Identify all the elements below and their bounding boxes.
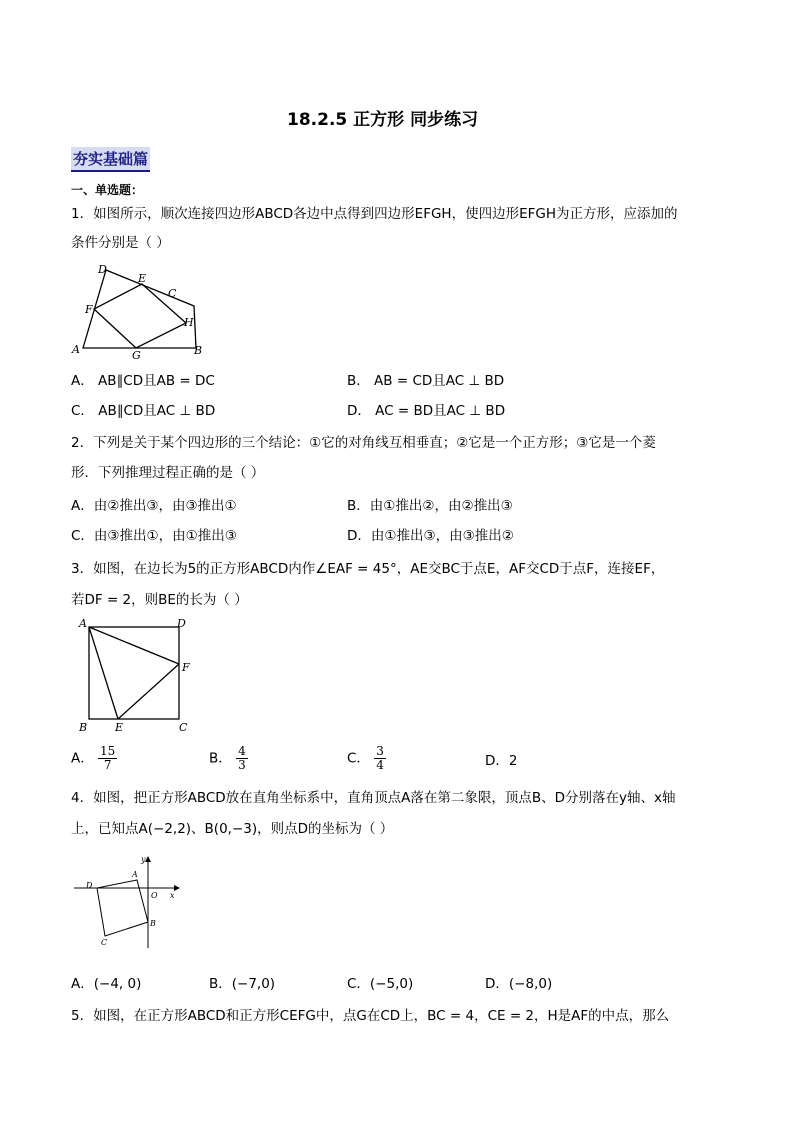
q4-option-d[interactable]: D．(−8,0) bbox=[485, 976, 553, 992]
q2-option-b[interactable]: B．由①推出②，由②推出③ bbox=[347, 498, 513, 514]
q2-option-c[interactable]: C．由③推出①，由①推出③ bbox=[71, 528, 237, 544]
q2-option-a[interactable]: A．由②推出③，由③推出① bbox=[71, 498, 237, 514]
q4-label-a: A bbox=[132, 870, 138, 879]
q3-option-c-label: C． bbox=[347, 750, 370, 767]
q4-label-c: C bbox=[101, 938, 108, 947]
q4-option-a[interactable]: A．(−4, 0) bbox=[71, 976, 142, 992]
q1-label-e: E bbox=[138, 272, 147, 285]
q3-text-line2: 若DF = 2，则BE的长为（ ） bbox=[71, 592, 248, 608]
q3-segment-ef bbox=[118, 664, 179, 719]
q4-label-d: D bbox=[86, 881, 93, 890]
q4-y-arrow bbox=[145, 856, 151, 862]
q3-option-c[interactable] bbox=[347, 745, 386, 772]
q3-option-b[interactable] bbox=[209, 745, 248, 772]
section-heading: 一、单选题： bbox=[71, 183, 144, 197]
q1-label-b: B bbox=[194, 344, 203, 357]
q1-text-line1: 1．如图所示，顺次连接四边形ABCD各边中点得到四边形EFGH，使四边形EFGH为正方形，应添加的 bbox=[71, 206, 678, 222]
q4-option-b[interactable]: B．(−7,0) bbox=[209, 976, 276, 992]
q3-segment-ae bbox=[89, 627, 118, 719]
q4-text-line1: 4．如图，把正方形ABCD放在直角坐标系中，直角顶点A落在第二象限，顶点B、D分别落在y轴、x轴 bbox=[71, 790, 676, 806]
q1-option-b[interactable]: B． AB = CD且AC ⊥ BD bbox=[347, 373, 505, 389]
q4-option-c[interactable]: C．(−5,0) bbox=[347, 976, 414, 992]
q3-option-d[interactable]: D．2 bbox=[485, 753, 518, 769]
q3-option-a-label: A． bbox=[71, 750, 94, 767]
q3-text-line1: 3．如图，在边长为5的正方形ABCD内作∠EAF = 45°，AE交BC于点E，AF交CD于点F，连接EF， bbox=[71, 561, 665, 577]
q3-option-a[interactable] bbox=[71, 745, 117, 772]
q2-option-d[interactable]: D．由①推出③，由③推出② bbox=[347, 528, 514, 544]
q4-figure-coordinate bbox=[70, 852, 185, 952]
q1-option-a[interactable]: A． AB∥CD且AB = DC bbox=[71, 373, 215, 389]
q3-label-b: B bbox=[79, 721, 88, 734]
q1-figure-quadrilateral bbox=[68, 262, 218, 362]
q3-option-c-fraction: $\frac{3}{4}$ bbox=[376, 744, 384, 772]
q5-text-line1: 5．如图，在正方形ABCD和正方形CEFG中，点G在CD上，BC = 4，CE = 2，H是AF的中点，那么 bbox=[71, 1008, 670, 1024]
q1-option-c[interactable]: C． AB∥CD且AC ⊥ BD bbox=[71, 403, 216, 419]
q1-text-line2: 条件分别是（ ） bbox=[71, 235, 170, 251]
q3-option-a-fraction: $\frac{15}{7}$ bbox=[100, 744, 116, 772]
q4-label-o: O bbox=[151, 891, 158, 900]
q3-segment-af bbox=[89, 627, 179, 664]
q3-label-e: E bbox=[115, 721, 124, 734]
q3-option-b-label: B． bbox=[209, 750, 232, 767]
q4-text-line2: 上，已知点A(−2,2)、B(0,−3)，则点D的坐标为（ ） bbox=[71, 821, 394, 837]
q4-label-y: y bbox=[141, 855, 146, 864]
q1-label-f: F bbox=[85, 303, 93, 316]
section-banner: 夯实基础篇 bbox=[71, 147, 150, 172]
q3-option-b-fraction: $\frac{4}{3}$ bbox=[238, 744, 246, 772]
q1-label-c: C bbox=[168, 287, 177, 300]
q2-text-line1: 2．下列是关于某个四边形的三个结论：①它的对角线互相垂直；②它是一个正方形；③它是一个菱 bbox=[71, 435, 656, 451]
page-title: 18.2.5 正方形 同步练习 bbox=[287, 110, 479, 130]
q3-figure-square bbox=[74, 615, 194, 737]
q2-text-line2: 形．下列推理过程正确的是（ ） bbox=[71, 465, 265, 481]
q3-label-d: D bbox=[177, 617, 186, 630]
q3-label-a: A bbox=[79, 617, 87, 630]
q1-label-h: H bbox=[184, 316, 194, 329]
q4-label-x: x bbox=[170, 891, 175, 900]
q3-label-c: C bbox=[179, 721, 188, 734]
q1-option-d[interactable]: D． AC = BD且AC ⊥ BD bbox=[347, 403, 506, 419]
q1-label-g: G bbox=[132, 349, 141, 362]
q4-label-b: B bbox=[150, 919, 156, 928]
q3-label-f: F bbox=[182, 661, 190, 674]
q1-label-a: A bbox=[72, 343, 80, 356]
q4-x-arrow bbox=[174, 885, 180, 891]
q1-label-d: D bbox=[98, 263, 107, 276]
